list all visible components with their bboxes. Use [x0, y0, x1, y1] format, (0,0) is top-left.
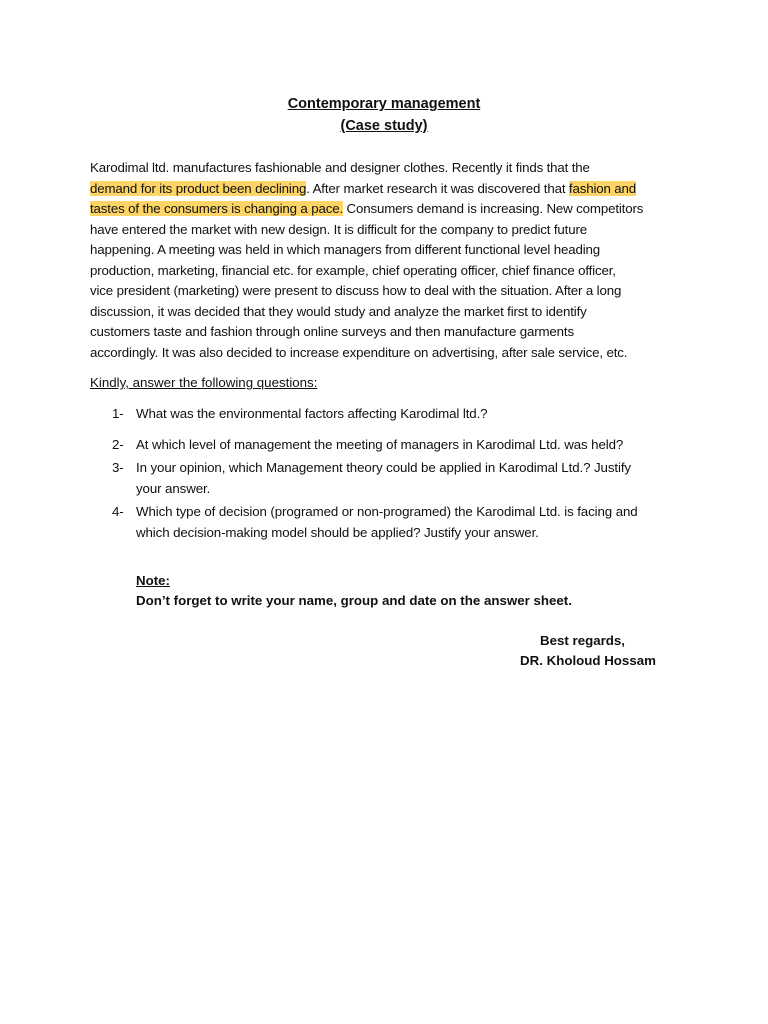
paragraph-line: [90, 199, 690, 220]
paragraph-line: have entered the market with new design. It is difficult for the company to predict future: [90, 221, 587, 237]
questions-prompt: Kindly, answer the following questions:: [90, 375, 318, 390]
note-text: Don’t forget to write your name, group and date on the answer sheet.: [136, 593, 572, 608]
paragraph-text: Consumers demand is increasing. New competitors: [343, 201, 644, 216]
highlighted-text: demand for its product been declining: [90, 180, 307, 196]
question-line: In your opinion, which Management theory could be applied in Karodimal Ltd.? Justify: [136, 460, 631, 475]
case-paragraph: [90, 158, 690, 363]
paragraph-text: . After market research it was discovered that: [306, 180, 569, 196]
paragraph-line: accordingly. It was also decided to increase expenditure on advertising, after sale service, etc.: [90, 344, 628, 360]
highlighted-text: tastes of the consumers is changing a pace.: [90, 201, 343, 216]
note-label: Note:: [136, 573, 170, 588]
paragraph-line: discussion, it was decided that they would study and analyze the market first to identify: [90, 303, 587, 319]
closing-text: Best regards,: [540, 633, 625, 648]
paragraph-line: happening. A meeting was held in which managers from different functional level heading: [90, 242, 601, 257]
question-number: 4-: [112, 504, 124, 519]
question-line: which decision-making model should be applied? Justify your answer.: [136, 524, 539, 540]
question-number: 3-: [112, 460, 124, 475]
question-line: your answer.: [136, 480, 211, 496]
question-line: Which type of decision (programed or non-programed) the Karodimal Ltd. is facing and: [136, 504, 638, 519]
question-text: [136, 404, 696, 425]
signature-name: DR. Kholoud Hossam: [520, 653, 656, 668]
paragraph-line: [90, 179, 690, 200]
paragraph-line: Karodimal ltd. manufactures fashionable and designer clothes. Recently it finds that the: [90, 160, 590, 175]
paragraph-line: customers taste and fashion through online surveys and then manufacture garments: [90, 324, 574, 339]
document-subtitle: (Case study): [340, 118, 428, 134]
document-title: Contemporary management: [287, 96, 481, 112]
paragraph-line: production, marketing, financial etc. for example, chief operating officer, chief finance officer,: [90, 262, 616, 278]
question-number: 2-: [112, 437, 124, 452]
highlighted-text: fashion and: [568, 180, 637, 196]
question-text: [136, 458, 696, 499]
question-number: 1-: [112, 406, 124, 421]
question-text: [136, 435, 696, 456]
question-line: At which level of management the meeting of managers in Karodimal Ltd. was held?: [136, 437, 624, 452]
paragraph-line: vice president (marketing) were present to discuss how to deal with the situation. After a long: [90, 283, 622, 298]
question-line: What was the environmental factors affecting Karodimal ltd.?: [136, 406, 488, 421]
question-text: [136, 502, 696, 543]
